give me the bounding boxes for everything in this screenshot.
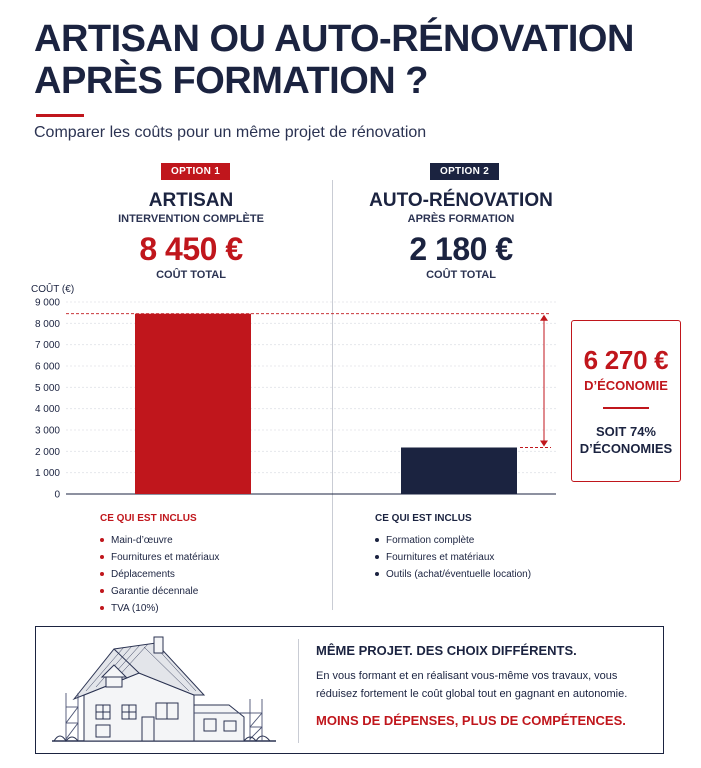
option-1-included-title: CE QUI EST INCLUS — [100, 513, 197, 524]
list-item-label: Outils (achat/éventuelle location) — [386, 569, 532, 580]
bullet-icon — [375, 538, 379, 542]
y-tick-label: 8 000 — [34, 318, 60, 330]
footer-heading: MÊME PROJET. DES CHOIX DIFFÉRENTS. — [316, 643, 577, 658]
option-1-subtitle: INTERVENTION COMPLÈTE — [118, 213, 264, 225]
savings-label: D’ÉCONOMIE — [584, 378, 668, 393]
list-item-label: Déplacements — [111, 569, 175, 580]
option-2-included — [375, 513, 531, 583]
house-illustration-icon — [44, 633, 284, 747]
y-tick-label: 9 000 — [34, 297, 60, 309]
y-tick-label: 3 000 — [34, 425, 60, 437]
bullet-icon — [100, 589, 104, 593]
list-item — [100, 566, 219, 583]
title-line-2: APRÈS FORMATION ? — [34, 60, 429, 102]
footer-panel — [35, 626, 664, 754]
y-axis-label: COÛT (€) — [31, 284, 75, 295]
list-item — [375, 549, 531, 566]
option-2-name: AUTO-RÉNOVATION — [369, 190, 553, 211]
option-1-badge: OPTION 1 — [161, 163, 230, 180]
page-title — [34, 18, 674, 102]
list-item-label: Garantie décennale — [111, 586, 199, 597]
option-1-included — [100, 513, 219, 617]
option-1-name: ARTISAN — [148, 190, 234, 211]
option-2-badge: OPTION 2 — [430, 163, 499, 180]
bullet-icon — [100, 555, 104, 559]
list-item — [100, 532, 219, 549]
y-tick-label: 5 000 — [34, 382, 60, 394]
list-item — [100, 583, 219, 600]
y-tick-label: 7 000 — [34, 340, 60, 352]
savings-divider — [603, 407, 649, 409]
savings-percent-line-2: D’ÉCONOMIES — [579, 440, 673, 456]
page-subtitle: Comparer les coûts pour un même projet de rénovation — [34, 124, 427, 141]
savings-percent-line-1: SOIT 74% — [596, 423, 656, 439]
savings-callout — [571, 320, 681, 482]
option-2-header — [336, 190, 586, 281]
list-item-label: Formation complète — [386, 535, 475, 546]
bullet-icon — [100, 606, 104, 610]
bullet-icon — [100, 572, 104, 576]
y-tick-label: 0 — [54, 489, 60, 501]
list-item — [375, 532, 531, 549]
option-2-subtitle: APRÈS FORMATION — [407, 213, 515, 225]
bullet-icon — [375, 555, 379, 559]
option-2-price: 2 180 € — [409, 231, 513, 267]
difference-arrow-up-icon — [540, 315, 548, 321]
footer-text — [316, 643, 651, 728]
title-accent-rule — [36, 114, 84, 117]
option-2-included-title: CE QUI EST INCLUS — [375, 513, 472, 524]
bar-auto-renovation — [401, 447, 517, 494]
bar-artisan — [135, 314, 251, 494]
list-item — [100, 600, 219, 617]
cost-bar-chart — [0, 280, 560, 505]
list-item — [100, 549, 219, 566]
option-1-price: 8 450 € — [139, 231, 243, 267]
y-tick-label: 2 000 — [34, 446, 60, 458]
list-item-label: TVA (10%) — [111, 603, 159, 614]
title-line-1: ARTISAN OU AUTO-RÉNOVATION — [34, 18, 634, 60]
list-item-label: Fournitures et matériaux — [386, 552, 495, 563]
bullet-icon — [375, 572, 379, 576]
y-tick-label: 1 000 — [34, 468, 60, 480]
difference-arrow-down-icon — [540, 440, 548, 446]
y-tick-label: 4 000 — [34, 404, 60, 416]
footer-cta: MOINS DE DÉPENSES, PLUS DE COMPÉTENCES. — [316, 713, 626, 728]
footer-body: En vous formant et en réalisant vous-même vos travaux, vous réduisez fortement le coût global tout en gagnant en autonomie. — [316, 670, 628, 700]
bullet-icon — [100, 538, 104, 542]
list-item-label: Fournitures et matériaux — [111, 552, 220, 563]
option-2-price-label: COÛT TOTAL — [426, 269, 496, 281]
option-1-header — [66, 190, 316, 281]
list-item-label: Main-d’œuvre — [111, 535, 173, 546]
list-item — [375, 566, 531, 583]
savings-amount: 6 270 € — [583, 345, 669, 375]
option-1-price-label: COÛT TOTAL — [156, 269, 226, 281]
footer-divider — [298, 639, 299, 743]
y-tick-label: 6 000 — [34, 361, 60, 373]
